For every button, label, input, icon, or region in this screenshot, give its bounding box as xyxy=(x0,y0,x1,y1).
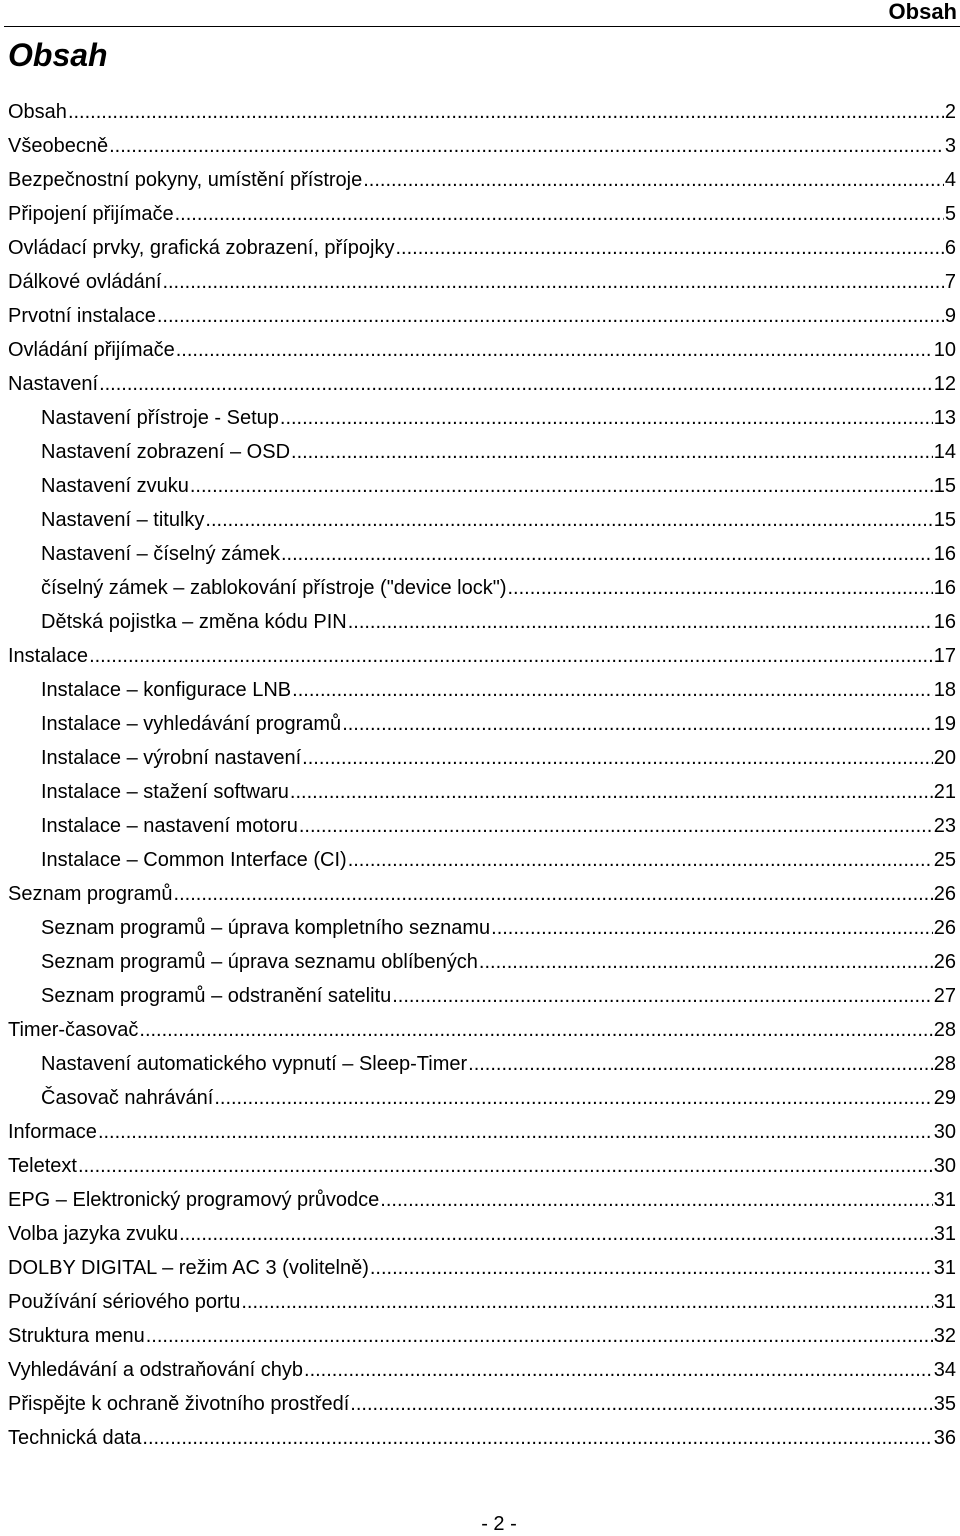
toc-entry-title: Teletext xyxy=(8,1155,77,1177)
toc-entry-title: Volba jazyka zvuku xyxy=(8,1223,179,1245)
toc-entry-page-number: 31 xyxy=(933,1223,956,1245)
toc-entry[interactable] xyxy=(8,163,956,197)
toc-entry-page-number: 23 xyxy=(933,815,956,837)
toc-entry[interactable] xyxy=(8,1047,956,1081)
toc-entry[interactable] xyxy=(8,333,956,367)
toc-dot-leader xyxy=(370,1251,933,1285)
toc-entry[interactable] xyxy=(8,537,956,571)
toc-entry-page-number: 34 xyxy=(933,1359,956,1381)
toc-entry[interactable] xyxy=(8,1183,956,1217)
toc-entry-page-number: 12 xyxy=(933,373,956,395)
toc-entry-title: Nastavení zobrazení – OSD xyxy=(41,441,291,463)
toc-entry[interactable] xyxy=(8,197,956,231)
toc-entry-title: Instalace – konfigurace LNB xyxy=(41,679,292,701)
toc-dot-leader xyxy=(363,163,944,197)
toc-entry-page-number: 30 xyxy=(933,1121,956,1143)
toc-dot-leader xyxy=(175,197,944,231)
toc-entry-page-number: 29 xyxy=(933,1087,956,1109)
toc-entry-page-number: 3 xyxy=(944,135,956,157)
toc-entry-page-number: 14 xyxy=(933,441,956,463)
toc-dot-leader xyxy=(139,1013,932,1047)
toc-entry[interactable] xyxy=(8,401,956,435)
toc-entry-page-number: 2 xyxy=(944,101,956,123)
toc-entry-title: EPG – Elektronický programový průvodce xyxy=(8,1189,380,1211)
toc-dot-leader xyxy=(109,129,944,163)
toc-dot-leader xyxy=(205,503,932,537)
table-of-contents xyxy=(8,95,956,1455)
toc-entry-page-number: 10 xyxy=(933,339,956,361)
toc-entry[interactable] xyxy=(8,129,956,163)
toc-entry[interactable] xyxy=(8,707,956,741)
toc-entry-title: Instalace – Common Interface (CI) xyxy=(41,849,347,871)
toc-dot-leader xyxy=(214,1081,932,1115)
toc-dot-leader xyxy=(395,231,943,265)
toc-entry-title: Vyhledávání a odstraňování chyb xyxy=(8,1359,304,1381)
toc-entry[interactable] xyxy=(8,1421,956,1455)
toc-entry-title: Technická data xyxy=(8,1427,142,1449)
toc-entry-title: Nastavení xyxy=(8,373,99,395)
toc-entry-title: Bezpečnostní pokyny, umístění přístroje xyxy=(8,169,363,191)
toc-entry-title: číselný zámek – zablokování přístroje ("device lock") xyxy=(41,577,507,599)
toc-entry-title: Nastavení přístroje - Setup xyxy=(41,407,279,429)
toc-entry-page-number: 16 xyxy=(933,577,956,599)
toc-entry-page-number: 13 xyxy=(933,407,956,429)
toc-dot-leader xyxy=(292,673,933,707)
toc-dot-leader xyxy=(241,1285,932,1319)
toc-entry[interactable] xyxy=(8,1149,956,1183)
toc-entry-page-number: 26 xyxy=(933,883,956,905)
toc-entry-title: Přispějte k ochraně životního prostředí xyxy=(8,1393,350,1415)
toc-entry[interactable] xyxy=(8,809,956,843)
toc-entry-title: Dálkové ovládání xyxy=(8,271,162,293)
toc-entry-page-number: 4 xyxy=(944,169,956,191)
toc-dot-leader xyxy=(304,1353,933,1387)
toc-entry-title: Dětská pojistka – změna kódu PIN xyxy=(41,611,347,633)
toc-entry-page-number: 19 xyxy=(933,713,956,735)
toc-dot-leader xyxy=(98,1115,933,1149)
toc-dot-leader xyxy=(281,537,933,571)
toc-entry-page-number: 16 xyxy=(933,611,956,633)
toc-dot-leader xyxy=(89,639,933,673)
toc-entry-title: Ovládací prvky, grafická zobrazení, přípojky xyxy=(8,237,395,259)
toc-entry[interactable] xyxy=(8,1319,956,1353)
toc-entry-page-number: 17 xyxy=(933,645,956,667)
toc-dot-leader xyxy=(142,1421,932,1455)
toc-entry-title: Instalace – výrobní nastavení xyxy=(41,747,302,769)
toc-entry-title: Seznam programů – úprava kompletního seznamu xyxy=(41,917,491,939)
toc-entry-page-number: 31 xyxy=(933,1257,956,1279)
toc-entry-page-number: 28 xyxy=(933,1053,956,1075)
toc-entry[interactable] xyxy=(8,503,956,537)
toc-entry-title: Seznam programů – úprava seznamu oblíbených xyxy=(41,951,478,973)
toc-dot-leader xyxy=(99,367,933,401)
toc-entry-title: DOLBY DIGITAL – režim AC 3 (volitelně) xyxy=(8,1257,369,1279)
toc-entry[interactable] xyxy=(8,265,956,299)
toc-entry-title: Instalace – nastavení motoru xyxy=(41,815,298,837)
toc-entry-page-number: 20 xyxy=(933,747,956,769)
toc-entry-title: Nastavení automatického vypnutí – Sleep-Timer xyxy=(41,1053,468,1075)
toc-entry-title: Prvotní instalace xyxy=(8,305,156,327)
toc-dot-leader xyxy=(157,299,944,333)
toc-entry[interactable] xyxy=(8,979,956,1013)
toc-entry-page-number: 6 xyxy=(944,237,956,259)
toc-dot-leader xyxy=(348,843,933,877)
toc-entry[interactable] xyxy=(8,1353,956,1387)
toc-entry-page-number: 35 xyxy=(933,1393,956,1415)
toc-entry-title: Struktura menu xyxy=(8,1325,145,1347)
toc-entry-title: Ovládání přijímače xyxy=(8,339,175,361)
toc-entry[interactable] xyxy=(8,741,956,775)
toc-entry[interactable] xyxy=(8,843,956,877)
toc-entry[interactable] xyxy=(8,775,956,809)
header-rule xyxy=(4,26,960,27)
toc-dot-leader xyxy=(350,1387,932,1421)
toc-entry-page-number: 26 xyxy=(933,917,956,939)
toc-dot-leader xyxy=(491,911,933,945)
toc-dot-leader xyxy=(302,741,933,775)
toc-entry[interactable] xyxy=(8,673,956,707)
toc-dot-leader xyxy=(190,469,933,503)
toc-entry-page-number: 28 xyxy=(933,1019,956,1041)
toc-entry-page-number: 18 xyxy=(933,679,956,701)
toc-dot-leader xyxy=(468,1047,933,1081)
toc-dot-leader xyxy=(290,775,933,809)
toc-entry-page-number: 31 xyxy=(933,1291,956,1313)
toc-entry-title: Nastavení – titulky xyxy=(41,509,205,531)
toc-entry-page-number: 16 xyxy=(933,543,956,565)
toc-entry-page-number: 36 xyxy=(933,1427,956,1449)
page-number: - 2 - xyxy=(481,1513,517,1535)
toc-dot-leader xyxy=(299,809,933,843)
toc-dot-leader xyxy=(291,435,933,469)
toc-dot-leader xyxy=(174,877,933,911)
toc-entry-page-number: 9 xyxy=(944,305,956,327)
toc-entry[interactable] xyxy=(8,1013,956,1047)
toc-dot-leader xyxy=(392,979,933,1013)
toc-entry[interactable] xyxy=(8,877,956,911)
toc-dot-leader xyxy=(146,1319,933,1353)
toc-entry-page-number: 32 xyxy=(933,1325,956,1347)
toc-entry-title: Instalace – vyhledávání programů xyxy=(41,713,342,735)
toc-entry[interactable] xyxy=(8,945,956,979)
toc-entry-page-number: 21 xyxy=(933,781,956,803)
toc-entry[interactable] xyxy=(8,605,956,639)
toc-entry-title: Seznam programů – odstranění satelitu xyxy=(41,985,392,1007)
toc-entry-title: Nastavení – číselný zámek xyxy=(41,543,280,565)
toc-dot-leader xyxy=(342,707,933,741)
toc-entry-title: Všeobecně xyxy=(8,135,109,157)
toc-dot-leader xyxy=(176,333,933,367)
toc-dot-leader xyxy=(179,1217,933,1251)
toc-entry[interactable] xyxy=(8,469,956,503)
toc-entry[interactable] xyxy=(8,1081,956,1115)
toc-dot-leader xyxy=(508,571,933,605)
toc-dot-leader xyxy=(348,605,933,639)
toc-entry-page-number: 30 xyxy=(933,1155,956,1177)
toc-entry-title: Informace xyxy=(8,1121,97,1143)
page-title: Obsah xyxy=(8,37,108,73)
toc-entry[interactable] xyxy=(8,367,956,401)
toc-entry[interactable] xyxy=(8,95,956,129)
toc-entry-title: Používání sériového portu xyxy=(8,1291,241,1313)
running-header: Obsah xyxy=(888,0,957,24)
toc-entry-title: Připojení přijímače xyxy=(8,203,174,225)
toc-entry-page-number: 7 xyxy=(944,271,956,293)
toc-entry-title: Nastavení zvuku xyxy=(41,475,189,497)
toc-dot-leader xyxy=(68,95,944,129)
toc-entry[interactable] xyxy=(8,571,956,605)
toc-dot-leader xyxy=(380,1183,932,1217)
toc-entry[interactable] xyxy=(8,299,956,333)
toc-dot-leader xyxy=(162,265,943,299)
toc-entry-title: Seznam programů xyxy=(8,883,173,905)
toc-dot-leader xyxy=(479,945,933,979)
toc-entry[interactable] xyxy=(8,1387,956,1421)
toc-entry[interactable] xyxy=(8,231,956,265)
toc-entry-page-number: 5 xyxy=(944,203,956,225)
toc-entry-title: Timer-časovač xyxy=(8,1019,139,1041)
toc-dot-leader xyxy=(280,401,933,435)
toc-entry[interactable] xyxy=(8,1251,956,1285)
toc-entry-title: Časovač nahrávání xyxy=(41,1087,214,1109)
toc-entry-page-number: 27 xyxy=(933,985,956,1007)
toc-entry[interactable] xyxy=(8,435,956,469)
toc-dot-leader xyxy=(78,1149,933,1183)
toc-entry[interactable] xyxy=(8,911,956,945)
toc-entry-page-number: 15 xyxy=(933,509,956,531)
toc-entry-page-number: 26 xyxy=(933,951,956,973)
toc-entry-page-number: 15 xyxy=(933,475,956,497)
toc-entry[interactable] xyxy=(8,1285,956,1319)
toc-entry-page-number: 25 xyxy=(933,849,956,871)
toc-entry-title: Obsah xyxy=(8,101,67,123)
toc-entry[interactable] xyxy=(8,639,956,673)
toc-entry-title: Instalace xyxy=(8,645,89,667)
toc-entry-page-number: 31 xyxy=(933,1189,956,1211)
toc-entry[interactable] xyxy=(8,1115,956,1149)
toc-entry-title: Instalace – stažení softwaru xyxy=(41,781,289,803)
toc-entry[interactable] xyxy=(8,1217,956,1251)
